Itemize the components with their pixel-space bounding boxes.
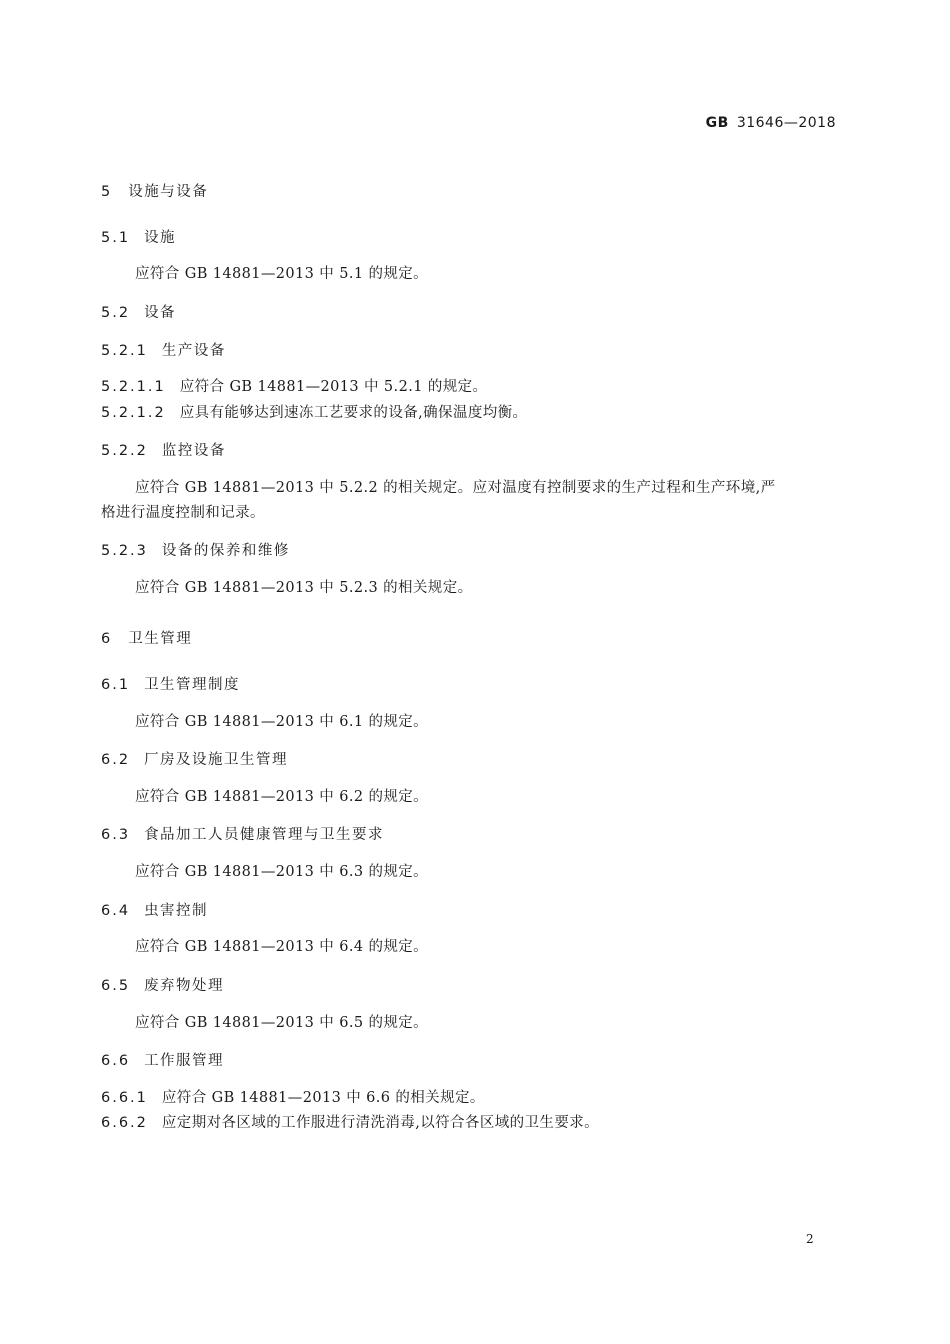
paragraph-5-2-3: 应符合 GB 14881—2013 中 5.2.3 的相关规定。	[135, 580, 473, 596]
section-title: 厂房及设施卫生管理	[144, 752, 289, 768]
clause-text: 应具有能够达到速冻工艺要求的设备,确保温度均衡。	[179, 405, 528, 421]
section-title: 废弃物处理	[144, 978, 225, 994]
section-title: 虫害控制	[144, 903, 209, 919]
section-heading-5	[101, 180, 208, 201]
section-number: 5.2.2	[101, 443, 148, 459]
standard-prefix: GB	[705, 115, 729, 131]
section-title: 生产设备	[161, 343, 226, 359]
section-number: 5	[101, 184, 113, 200]
section-number: 6.6	[101, 1053, 131, 1069]
section-heading-6-2	[101, 748, 288, 769]
clause-5-2-1-2	[101, 401, 527, 422]
clause-number: 6.6.2	[101, 1115, 148, 1131]
clause-6-6-2	[101, 1111, 599, 1132]
clause-text: 应符合 GB 14881—2013 中 6.6 的相关规定。	[161, 1090, 485, 1106]
paragraph-6-4: 应符合 GB 14881—2013 中 6.4 的规定。	[135, 939, 429, 955]
section-number: 5.2.1	[101, 343, 148, 359]
section-title: 设施与设备	[128, 184, 209, 200]
section-heading-6-3	[101, 823, 384, 844]
section-number: 6.2	[101, 752, 131, 768]
section-heading-6-5	[101, 974, 224, 995]
clause-5-2-1-1	[101, 375, 487, 396]
section-title: 食品加工人员健康管理与卫生要求	[144, 827, 385, 843]
paragraph-5-2-2-line2: 格进行温度控制和记录。	[101, 505, 265, 521]
section-number: 6.5	[101, 978, 131, 994]
section-title: 监控设备	[161, 443, 226, 459]
section-number: 5.2	[101, 305, 131, 321]
clause-number: 6.6.1	[101, 1090, 148, 1106]
section-heading-5-2-3	[101, 539, 290, 560]
section-heading-6-4	[101, 899, 208, 920]
section-heading-6	[101, 627, 192, 648]
paragraph-6-3: 应符合 GB 14881—2013 中 6.3 的规定。	[135, 864, 429, 880]
section-heading-5-2-1	[101, 339, 226, 360]
standard-number: 31646—2018	[736, 115, 836, 131]
section-number: 6	[101, 631, 113, 647]
paragraph-5-2-2-line1: 应符合 GB 14881—2013 中 5.2.2 的相关规定。应对温度有控制要求的生产过程和生产环境,严	[135, 480, 776, 496]
section-number: 6.4	[101, 903, 131, 919]
clause-text: 应定期对各区域的工作服进行清洗消毒,以符合各区域的卫生要求。	[161, 1115, 600, 1131]
clause-number: 5.2.1.1	[101, 379, 166, 395]
section-title: 工作服管理	[144, 1053, 225, 1069]
paragraph-6-1: 应符合 GB 14881—2013 中 6.1 的规定。	[135, 714, 429, 730]
section-heading-5-2-2	[101, 439, 226, 460]
section-heading-5-1	[101, 226, 176, 247]
clause-text: 应符合 GB 14881—2013 中 5.2.1 的规定。	[179, 379, 488, 395]
paragraph-6-5: 应符合 GB 14881—2013 中 6.5 的规定。	[135, 1015, 429, 1031]
section-heading-6-6	[101, 1049, 224, 1070]
section-number: 6.1	[101, 677, 131, 693]
section-title: 设施	[144, 230, 177, 246]
paragraph-5-1: 应符合 GB 14881—2013 中 5.1 的规定。	[135, 266, 429, 282]
section-heading-6-1	[101, 673, 240, 694]
section-number: 6.3	[101, 827, 131, 843]
clause-number: 5.2.1.2	[101, 405, 166, 421]
section-title: 设备	[144, 305, 177, 321]
section-title: 卫生管理	[128, 631, 193, 647]
clause-6-6-1	[101, 1086, 485, 1107]
document-code-header	[706, 115, 836, 131]
section-number: 5.1	[101, 230, 131, 246]
section-title: 卫生管理制度	[144, 677, 241, 693]
paragraph-6-2: 应符合 GB 14881—2013 中 6.2 的规定。	[135, 789, 429, 805]
section-title: 设备的保养和维修	[161, 543, 290, 559]
page-number: 2	[806, 1232, 814, 1246]
section-number: 5.2.3	[101, 543, 148, 559]
section-heading-5-2	[101, 301, 176, 322]
